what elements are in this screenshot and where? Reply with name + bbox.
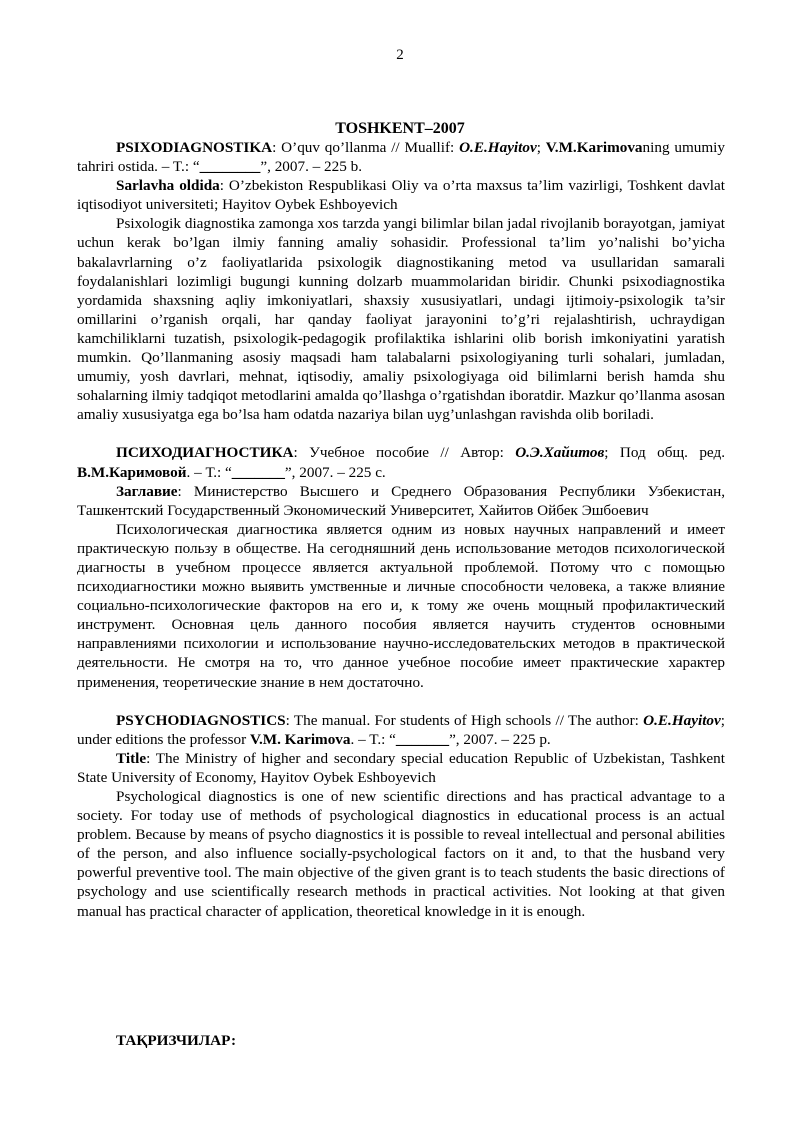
city-year-heading: TOSHKENT–2007	[335, 120, 465, 137]
uz-heading-label: Sarlavha oldida	[116, 177, 220, 195]
section-gap	[77, 692, 725, 711]
ru-heading-info	[77, 482, 725, 520]
uz-publication-tail: ”, 2007. – 225 b.	[260, 158, 363, 176]
uz-heading-info	[77, 176, 725, 214]
uz-separator: ;	[536, 139, 546, 156]
en-editor-prefix: ; under editions the professor	[77, 711, 725, 748]
ru-book-type: : Учебное пособие // Автор:	[293, 444, 516, 462]
section-gap	[77, 424, 725, 443]
ru-heading-label: Заглавие	[116, 482, 178, 500]
ru-author: О.Э.Хайитов	[515, 444, 605, 462]
en-book-title: PSYCHODIAGNOSTICS	[116, 711, 286, 729]
en-book-type: : The manual. For students of High schools // The author:	[285, 711, 644, 729]
en-author: O.E.Hayitov	[643, 711, 721, 729]
ru-heading-text: : Министерство Высшего и Среднего Образования Республики Узбекистан, Ташкентский Государственный Экономический Университет, Хайитов Ойбек Эшбоевич	[77, 482, 725, 519]
en-abstract: Psychological diagnostics is one of new scientific directions and has practical advantage to a society. For today use of methods of psychological diagnostics in educational process is an actual problem. Because by means of psycho diagnostics it is possible to reveal intellectual and personal abilities of the person, and also influence socially-psychological factors on it and, to that the husband very powerful preventive tool. The main objective of the given grant is to teach students the basic directions of psychology and use scientifically research methods in practical activities. Not looking at that given manual has practical character of application, theoretical knowledge in it is enough.	[77, 788, 725, 920]
uz-author: O.E.Hayitov	[459, 139, 537, 156]
en-editor: V.M. Karimova	[249, 730, 351, 748]
ru-abstract: Психологическая диагностика является одним из новых научных направлений и имеет практическую пользу в обществе. На сегодняшний день использование методов психологической диагносты в учебном процессе является актуальной проблемой. Потому что с помощью психодиагностики можно выявить умственные и личные способности человека, а также влияние социально-психологические факторов на его и, к тому же очень мощный профилактический инструмент. Основная цель данного пособия является научить студентов основными направлениями психологии и использование научно-исследовательских методов в практической деятельности. Не смотря на то, что данное учебное пособие имеет практические характер применения, теоретические знание в нем достаточно.	[77, 520, 725, 691]
annotation-block	[77, 138, 725, 921]
en-publication: . – T.: “	[350, 730, 396, 748]
reviewers-heading: ТАҚРИЗЧИЛАР:	[116, 1032, 237, 1049]
uz-editor: V.M.Karimova	[545, 139, 643, 156]
uz-publisher-blank: ________	[199, 158, 261, 176]
ru-citation	[77, 443, 725, 481]
ru-publication-tail: ”, 2007. – 225 с.	[284, 463, 386, 481]
uz-citation	[77, 138, 725, 176]
ru-publication: . – Т.: “	[186, 463, 232, 481]
uz-book-type: : O’quv qo’llanma // Muallif:	[272, 139, 460, 156]
uz-abstract: Psixologik diagnostika zamonga xos tarzda yangi bilimlar bilan jadal rivojlanib borayotgan, jamiyat uchun kerak bo’lgan ilmiy fanning amaliy sohasidir. Professional ta’lim yo’nalishi bo’yicha bakalavrlarning o’z faoliyatlarida psixologik diagnostikaning metod va usullaridan samarali foydalanishlari lozimligi bugungi kunning dolzarb muammolaridan biridir. Chunki psixodiagnostika yordamida shaxsning aqliy imkoniyatlari, shaxsiy xususiyatlari, undagi ijtimoiy-psixologik ta’sir omillarini o’rganish orqali, har qanday faoliyat jarayonini to’g’ri rejalashtirish, uchraydigan kamchiliklarni tuzatish, psixologik-pedagogik profilaktika ishlarini olib borish imkoniyatini yaratish mumkin. Qo’llanmaning asosiy maqsadi ham talabalarni psixologiyaning turli sohalari, jumladan, umumiy, yosh davrlari, mehnat, iqtisodiy, amaliy psixologiyaga oid bilimlarni berish hamda shu sohalarning ilmiy tadqiqot metodlarini amalda qo’llashga o’rgatishdan iboratdir. Mazkur qo’llanma asosan amaliy xususiyatga ega bo’lsa ham odatda nazariya bilan uyg’unlashgan ravishda olib boriladi.	[77, 215, 725, 424]
en-heading-info	[77, 749, 725, 787]
uz-editor-note: ning umumiy tahriri ostida. – T.: “	[77, 139, 725, 176]
en-heading-text: : The Ministry of higher and secondary special education Republic of Uzbekistan, Tashkent State University of Economy, Hayitov Oybek Eshboyevich	[77, 749, 725, 786]
uz-book-title: PSIXODIAGNOSTIKA	[116, 139, 273, 156]
en-publication-tail: ”, 2007. – 225 p.	[449, 730, 551, 748]
uz-heading-text: : O’zbekiston Respublikasi Oliy va o’rta maxsus ta’lim vazirligi, Toshkent davlat iqtisodiyot universiteti; Hayitov Oybek Eshboyevich	[77, 177, 725, 214]
ru-editor: В.М.Каримовой	[77, 463, 187, 481]
ru-book-title: ПСИХОДИАГНОСТИКА	[116, 444, 294, 462]
ru-publisher-blank: _______	[231, 463, 285, 481]
ru-editor-prefix: ; Под общ. ред.	[604, 444, 725, 462]
en-heading-label: Title	[116, 749, 147, 767]
page-number: 2	[396, 47, 404, 63]
en-publisher-blank: _______	[395, 730, 450, 748]
en-citation	[77, 711, 725, 749]
